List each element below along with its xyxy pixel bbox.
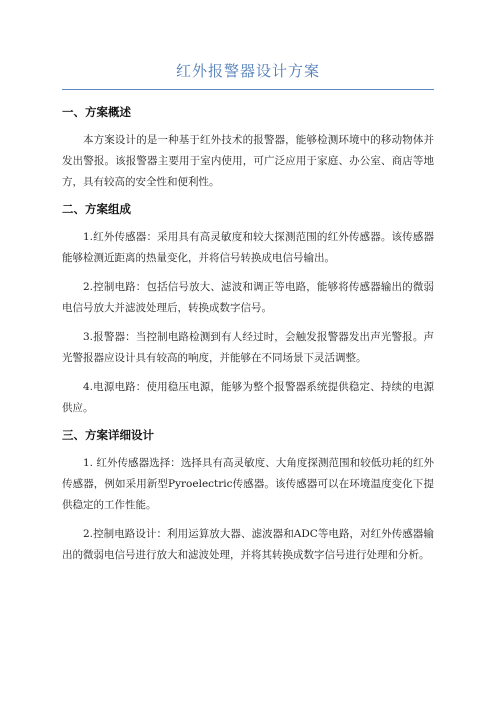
paragraph: 2.控制电路：包括信号放大、滤波和调正等电路，能够将传感器输出的微弱电信号放大并滤波处理后，转换成数字信号。	[62, 281, 434, 314]
document-title: 红外报警器设计方案	[175, 62, 320, 80]
section-heading: 一、方案概述	[62, 105, 131, 119]
paragraph: 4.电源电路：使用稳压电源，能够为整个报警器系统提供稳定、持续的电源供应。	[62, 381, 434, 414]
section-heading: 二、方案组成	[62, 202, 131, 216]
title-underline	[62, 89, 434, 90]
paragraph: 1.红外传感器：采用具有高灵敏度和较大探测范围的红外传感器。该传感器能够检测近距离的热量变化，并将信号转换成电信号输出。	[62, 231, 434, 264]
paragraph: 本方案设计的是一种基于红外技术的报警器，能够检测环境中的移动物体并发出警报。该报警器主要用于室内使用，可广泛应用于家庭、办公室、商店等地方，具有较高的安全性和便利性。	[62, 134, 434, 188]
section-heading: 三、方案详细设计	[62, 428, 154, 442]
section-overview	[62, 104, 434, 193]
section-detailed-design	[62, 427, 434, 566]
paragraph: 2.控制电路设计：利用运算放大器、滤波器和ADC等电路，对红外传感器输出的微弱电信号进行放大和滤波处理，并将其转换成数字信号进行处理和分析。	[62, 528, 434, 561]
paragraph: 3.报警器：当控制电路检测到有人经过时，会触发报警器发出声光警报。声光警报器应设计具有较高的响度，并能够在不同场景下灵活调整。	[62, 331, 434, 364]
paragraph: 1. 红外传感器选择：选择具有高灵敏度、大角度探测范围和较低功耗的红外传感器，例如采用新型Pyroelectric传感器。该传感器可以在环境温度变化下提供稳定的工作性能。	[62, 457, 434, 511]
section-composition	[62, 201, 434, 419]
